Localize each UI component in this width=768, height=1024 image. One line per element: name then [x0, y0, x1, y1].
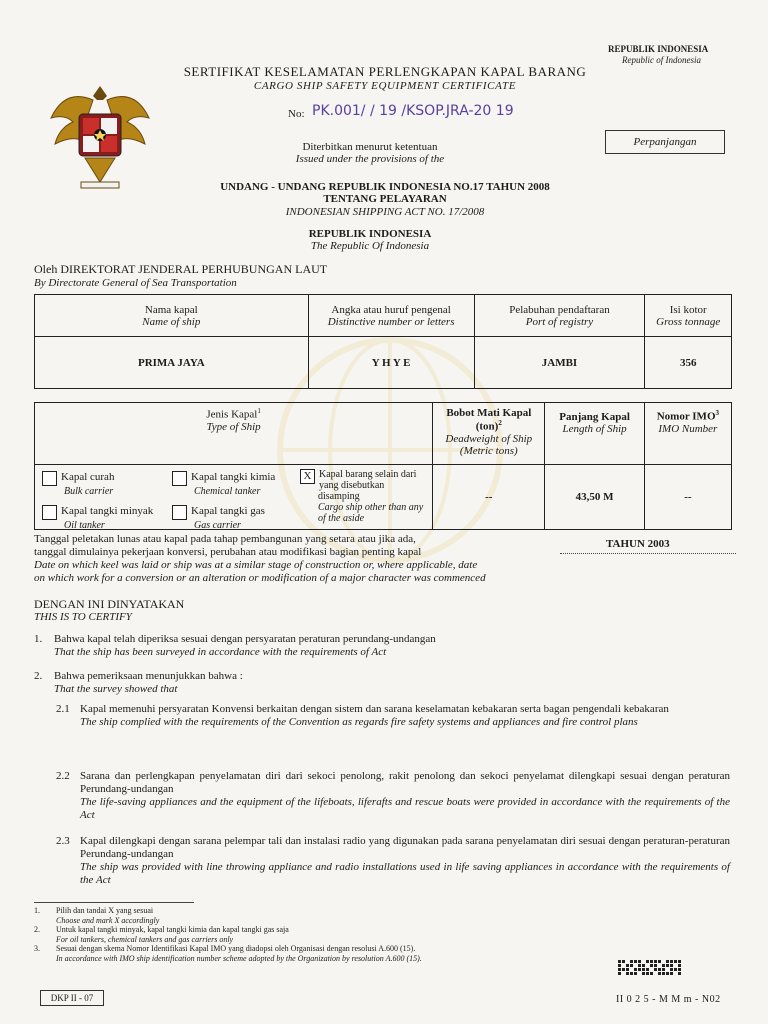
republic-id: REPUBLIK INDONESIA	[308, 228, 432, 240]
issuer-id: Oleh DIREKTORAT JENDERAL PERHUBUNGAN LAUT	[34, 262, 328, 276]
cell-port: JAMBI	[474, 337, 645, 389]
option-chemical-tanker[interactable]: Kapal tangki kimia Chemical tanker	[172, 471, 275, 497]
cell-length: 43,50 M	[545, 465, 644, 530]
option-bulk-carrier[interactable]: Kapal curah Bulk carrier	[42, 471, 114, 497]
header-ship-name: Nama kapal Name of ship	[35, 295, 309, 337]
garuda-emblem	[45, 78, 155, 198]
item-1-text: Bahwa kapal telah diperiksa sesuai dengan persyaratan peraturan perundang-undangan That the ship has been surveyed in accordance with the requirements of Act	[54, 633, 436, 658]
perpanjangan-badge: Perpanjangan	[605, 130, 725, 154]
ship-type-table	[34, 402, 732, 530]
option-oil-tanker[interactable]: Kapal tangki minyak Oil tanker	[42, 505, 153, 531]
serial-number: II 0 2 5 - M M m - N02	[616, 994, 721, 1005]
item-2-2-number: 2.2	[56, 770, 70, 782]
law-en: INDONESIAN SHIPPING ACT NO. 17/2008	[285, 206, 485, 218]
title-id: SERTIFIKAT KESELAMATAN PERLENGKAPAN KAPAL BARANG	[183, 64, 587, 79]
law-title: UNDANG - UNDANG REPUBLIK INDONESIA NO.17 TAHUN 2008	[220, 181, 550, 193]
item-2-1-number: 2.1	[56, 703, 70, 715]
cell-distinctive: Y H Y E	[308, 337, 474, 389]
law-subtitle: TENTANG PELAYARAN	[323, 193, 447, 205]
issued-en: Issued under the provisions of the	[295, 153, 445, 165]
keel-date-text: Tanggal peletakan lunas atau kapal pada tahap pembangunan yang setara atau jika ada, tanggal dimulainya pekerjaan konversi, perubahan atau modifikasi bagian penting kapal Date on which keel was laid or ship was at a similar stage of construction or, where applicable, date on which work for a conversion or an alteration or modification of a major character was commenced	[34, 533, 486, 584]
cert-no-label: No:	[288, 108, 305, 120]
item-2-3-text: Kapal dilengkapi dengan sarana pelempar tali dan instalasi radio yang digunakan pada sarana penyelamatan diri sesuai dengan peraturan-peraturan Perundang-undangan The ship was provided with line throwing appliance and radio installations used in life saving appliances in accordance with the requirements of the Act	[80, 835, 730, 886]
keel-year-line	[560, 553, 736, 554]
form-code: DKP II - 07	[40, 990, 104, 1006]
republic-en: The Republic Of Indonesia	[310, 240, 430, 252]
cell-deadweight: --	[433, 465, 545, 530]
cell-imo: --	[644, 465, 731, 530]
title-en: CARGO SHIP SAFETY EQUIPMENT CERTIFICATE	[253, 80, 517, 92]
item-2-1-text: Kapal memenuhi persyaratan Konvensi berkaitan dengan sistem dan sarana keselamatan kebakaran serta bagan pengendali kebakaran The ship complied with the requirements of the Convention as regards fire safety systems and appliances and fire control plans	[80, 703, 669, 728]
item-2-3-number: 2.3	[56, 835, 70, 847]
footnotes: 1. Pilih dan tandai X yang sesuai Choose and mark X accordingly 2. Untuk kapal tangki minyak, kapal tangki kimia dan kapal tangki gas saja For oil tankers, chemical tankers and gas carriers only 3. Sesuai dengan skema Nomor Identifikasi Kapal IMO yang diadopsi oleh Organisasi dengan resolusi A.600 (15). In accordance with IMO ship identification number scheme adopted by the Organization by resolution A.600 (15).	[34, 906, 422, 963]
country-id: REPUBLIK INDONESIA	[608, 44, 709, 54]
certify-heading: DENGAN INI DINYATAKAN	[34, 597, 185, 611]
item-2-number: 2.	[34, 670, 43, 682]
item-2-2-text: Sarana dan perlengkapan penyelamatan diri dari sekoci penolong, rakit penolong dan sekoci penyelamat dilengkapi sesuai dengan peraturan Perundang-undangan The life-saving appliances and the equipment of the lifeboats, liferafts and rescue boats were provided in accordance with the requirements of the Act	[80, 770, 730, 821]
item-2-text: Bahwa pemeriksaan menunjukkan bahwa : That the survey showed that	[54, 670, 243, 695]
option-other-cargo[interactable]: X Kapal barang selain dari yang disebutkan disamping Cargo ship other than any of the aside	[300, 469, 426, 524]
certify-heading-en: THIS IS TO CERTIFY	[34, 611, 132, 623]
issuer-en: By Directorate General of Sea Transportation	[34, 277, 237, 289]
cert-no-value: PK.001/ / 19 /KSOP.JRA-20 19	[312, 103, 514, 119]
issued-id: Diterbitkan menurut ketentuan	[302, 141, 438, 153]
keel-year: TAHUN 2003	[606, 538, 670, 550]
header-deadweight: Bobot Mati Kapal (ton)$^2$ Deadweight of Ship (Metric tons)	[433, 403, 545, 465]
option-gas-carrier[interactable]: Kapal tangki gas Gas carrier	[172, 505, 265, 531]
cell-gross-tonnage: 356	[645, 337, 732, 389]
ship-particulars-table	[34, 294, 732, 389]
item-1-number: 1.	[34, 633, 43, 645]
header-gross-tonnage: Isi kotor Gross tonnage	[645, 295, 732, 337]
footnote-divider	[34, 902, 194, 903]
header-distinctive: Angka atau huruf pengenal Distinctive number or letters	[308, 295, 474, 337]
header-port: Pelabuhan pendaftaran Port of registry	[474, 295, 645, 337]
ship-type-options	[35, 465, 433, 530]
header-imo: Nomor IMO$^3$ IMO Number	[644, 403, 731, 465]
barcode-icon	[618, 960, 688, 976]
header-length: Panjang Kapal Length of Ship	[545, 403, 644, 465]
cell-ship-name: PRIMA JAYA	[35, 337, 309, 389]
country-en: Republic of Indonesia	[622, 55, 701, 65]
header-ship-type: Jenis Kapal$^1$ Type of Ship	[35, 403, 433, 465]
